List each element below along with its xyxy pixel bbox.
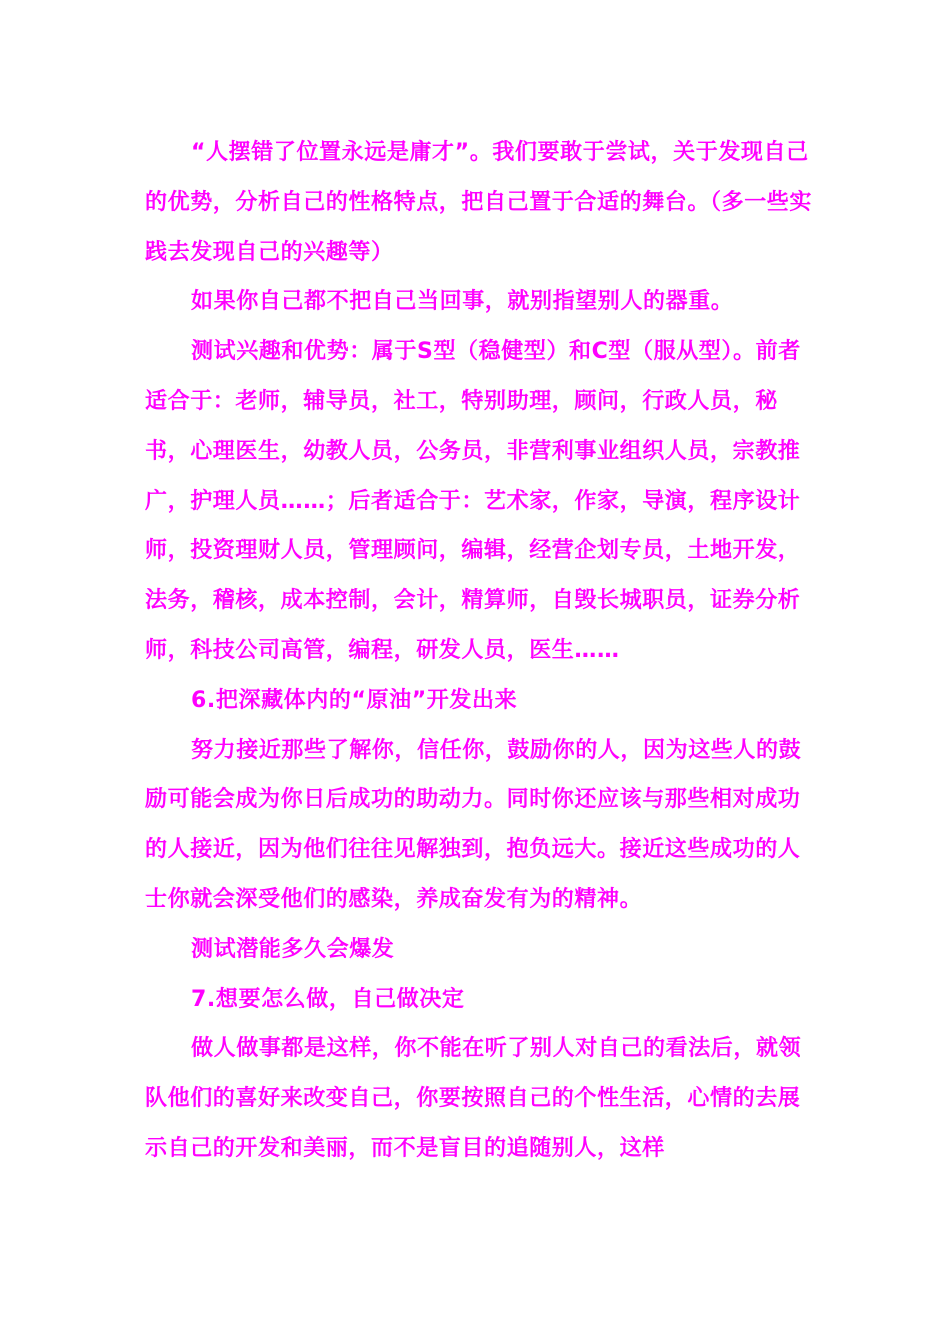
heading-section-6: 6.把深藏体内的“原油”开发出来 (191, 687, 518, 713)
paragraph-misplaced-talent: “人摆错了位置永远是庸才”。我们要敢于尝试，关于发现自己的优势，分析自己的性格特点，把自己置于合适的舞台。（多一些实践去发现自己的兴趣等） (145, 140, 813, 265)
document-page (145, 128, 820, 1174)
paragraph-self-respect: 如果你自己都不把自己当回事，就别指望别人的器重。 (191, 289, 734, 315)
paragraph-approach-successful: 努力接近那些了解你，信任你，鼓励你的人，因为这些人的鼓励可能会成为你日后成功的助动力。同时你还应该与那些相对成功的人接近，因为他们往往见解独到，抱负远大。接近这些成功的人士你就会深受他们的感染，养成奋发有为的精神。 (145, 737, 802, 912)
paragraph-own-decision: 做人做事都是这样，你不能在听了别人对自己的看法后，就领队他们的喜好来改变自己，你要按照自己的个性生活，心情的去展示自己的开发和美丽，而不是盲目的追随别人，这样 (145, 1036, 802, 1161)
heading-section-7: 7.想要怎么做，自己做决定 (191, 986, 465, 1012)
paragraph-interest-test: 测试兴趣和优势：属于S型（稳健型）和C型（服从型）。前者适合于：老师，辅导员，社工，特别助理，顾问，行政人员，秘书，心理医生，幼教人员，公务员，非营利事业组织人员，宗教推广，护理人员……；后者适合于：艺术家，作家，导演，程序设计师，投资理财人员，管理顾问，编辑，经营企划专员，土地开发，法务，稽核，成本控制，会计，精算师，自毁长城职员，证券分析师，科技公司高管，编程，研发人员，医生…… (145, 339, 801, 663)
paragraph-potential-test: 测试潜能多久会爆发 (191, 936, 395, 962)
